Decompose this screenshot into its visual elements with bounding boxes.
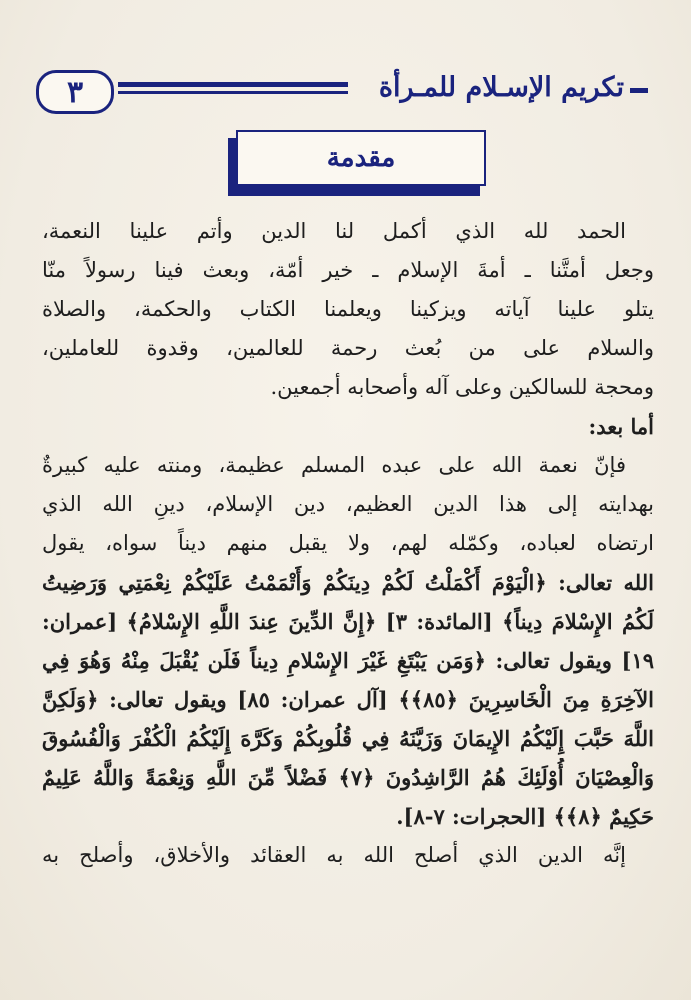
page-header (36, 68, 648, 114)
header-dash (630, 88, 648, 93)
text-line: ارتضاه لعباده، وكمّله لهم، ولا يقبل منهم ديناً سواه، يقول (42, 531, 654, 555)
header-rule-thick (118, 82, 348, 87)
quran-line: لَكُمُ الإِسْلامَ دِيناً﴾ [المائدة: ٣] ﴿إِنَّ الدِّينَ عِندَ اللَّهِ الإِسْلامُ﴾ [عمران: (42, 609, 654, 634)
quran-line: اللَّهَ حَبَّبَ إِلَيْكُمُ الإِيمَانَ وَزَيَّنَهُ فِي قُلُوبِكُمْ وَكَرَّهَ إِلَيْكُمُ الْكُفْرَ وَالْفُسُوقَ (42, 726, 654, 751)
text-line: يتلو علينا آياته ويزكينا ويعلمنا الكتاب والحكمة، والصلاة (42, 297, 654, 321)
section-title-frame (228, 130, 490, 196)
quran-line: وَالْعِصْيَانَ أُوْلَئِكَ هُمُ الرَّاشِدُونَ ﴿٧﴾ فَضْلاً مِّنَ اللَّهِ وَنِعْمَةً وَاللَّهُ عَلِيمٌ (42, 765, 654, 790)
running-title: تكريم الإسـلام للمـرأة (378, 72, 624, 103)
quran-line: الآخِرَةِ مِنَ الْخَاسِرِينَ ﴿٨٥﴾﴾ [آل عمران: ٨٥] ويقول تعالى: ﴿وَلَكِنَّ (42, 687, 654, 712)
text-line: وجعل أمتَّنا ـ أمةَ الإسلام ـ خير أمّة، وبعث فينا رسولاً منّا (42, 258, 654, 282)
text-line: الحمد لله الذي أكمل لنا الدين وأتم علينا النعمة، (42, 219, 626, 243)
section-title: مقدمة (236, 130, 486, 186)
text-line: إنَّه الدين الذي أصلح الله به العقائد والأخلاق، وأصلح به (42, 843, 626, 867)
text-line: والسلام على من بُعث رحمة للعالمين، وقدوة للعاملين، (42, 336, 654, 360)
quran-line: حَكِيمٌ ﴿٨﴾﴾ [الحجرات: ٧-٨]. (396, 804, 654, 829)
text-line: فإنّ نعمة الله على عبده المسلم عظيمة، ومنته عليه كبيرةٌ (42, 453, 626, 477)
text-line: ومحجة للسالكين وعلى آله وأصحابه أجمعين. (270, 375, 654, 399)
page-number: ٣ (36, 70, 114, 114)
quran-line: ١٩] ويقول تعالى: ﴿وَمَن يَبْتَغِ غَيْرَ الإِسْلامِ دِيناً فَلَن يُقْبَلَ مِنْهُ وَهُوَ فِي (42, 648, 654, 673)
amma-baad-heading: أما بعد: (588, 414, 654, 439)
body-text (42, 212, 654, 875)
header-rule-thin (118, 91, 348, 94)
quran-line: الله تعالى: ﴿الْيَوْمَ أَكْمَلْتُ لَكُمْ دِينَكُمْ وَأَتْمَمْتُ عَلَيْكُمْ نِعْمَتِي وَرَضِيتُ (42, 570, 654, 595)
text-line: بهدايته إلى هذا الدين العظيم، دين الإسلام، دينِ الله الذي (42, 492, 654, 516)
